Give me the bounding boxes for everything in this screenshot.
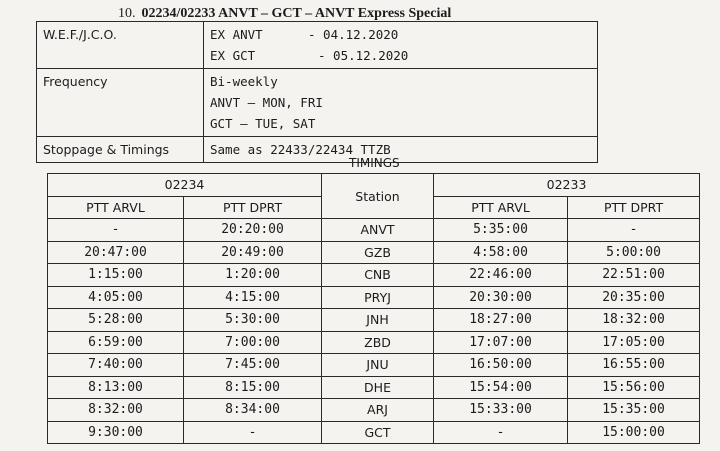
frequency-label: Frequency	[37, 69, 204, 137]
heading-title: 02234/02233 ANVT – GCT – ANVT Express Special	[141, 6, 452, 21]
frequency-value	[204, 69, 598, 137]
document-heading	[118, 6, 451, 22]
left-departure-time: 7:00:00	[184, 331, 322, 354]
station-name: DHE	[322, 376, 434, 399]
station-name: ANVT	[322, 219, 434, 242]
left-departure-time: 20:49:00	[184, 241, 322, 264]
table-row	[48, 354, 700, 377]
wef-label: W.E.F./J.C.O.	[37, 22, 204, 69]
left-arrival-time: 7:40:00	[48, 354, 184, 377]
heading-number: 10.	[118, 6, 136, 21]
station-name: CNB	[322, 264, 434, 287]
right-arrival-time: 5:35:00	[434, 219, 568, 242]
table-row	[48, 421, 700, 444]
frequency-line: GCT – TUE, SAT	[210, 116, 316, 131]
table-row	[48, 286, 700, 309]
left-departure-time: 4:15:00	[184, 286, 322, 309]
table-row	[48, 264, 700, 287]
right-arrival-header: PTT ARVL	[434, 196, 568, 219]
left-arrival-time: 8:32:00	[48, 399, 184, 422]
right-arrival-time: 18:27:00	[434, 309, 568, 332]
right-departure-time: 20:35:00	[568, 286, 700, 309]
station-name: JNU	[322, 354, 434, 377]
table-row	[48, 376, 700, 399]
left-departure-time: 5:30:00	[184, 309, 322, 332]
right-departure-header: PTT DPRT	[568, 196, 700, 219]
left-arrival-time: 9:30:00	[48, 421, 184, 444]
left-departure-time: 1:20:00	[184, 264, 322, 287]
left-arrival-time: 6:59:00	[48, 331, 184, 354]
left-departure-time: 7:45:00	[184, 354, 322, 377]
frequency-row	[37, 69, 598, 137]
table-row	[48, 331, 700, 354]
right-arrival-time: 22:46:00	[434, 264, 568, 287]
station-header: Station	[322, 174, 434, 219]
left-arrival-time: -	[48, 219, 184, 242]
table-row	[48, 399, 700, 422]
wef-row	[37, 22, 598, 69]
left-arrival-header: PTT ARVL	[48, 196, 184, 219]
table-row	[48, 241, 700, 264]
right-arrival-time: -	[434, 421, 568, 444]
frequency-line: ANVT – MON, FRI	[210, 95, 323, 110]
left-departure-time: 8:34:00	[184, 399, 322, 422]
right-departure-time: 17:05:00	[568, 331, 700, 354]
station-name: ARJ	[322, 399, 434, 422]
left-arrival-time: 1:15:00	[48, 264, 184, 287]
left-train-number: 02234	[48, 174, 322, 197]
left-departure-time: 8:15:00	[184, 376, 322, 399]
right-departure-time: 22:51:00	[568, 264, 700, 287]
right-departure-time: 18:32:00	[568, 309, 700, 332]
stoppage-row	[37, 137, 598, 163]
stoppage-value: Same as 22433/22434 TTZB	[204, 137, 598, 163]
right-arrival-time: 16:50:00	[434, 354, 568, 377]
timings-body	[48, 219, 700, 444]
right-arrival-time: 4:58:00	[434, 241, 568, 264]
right-departure-time: 16:55:00	[568, 354, 700, 377]
right-arrival-time: 15:33:00	[434, 399, 568, 422]
right-arrival-time: 17:07:00	[434, 331, 568, 354]
station-name: GZB	[322, 241, 434, 264]
table-row	[48, 219, 700, 242]
right-departure-time: 5:00:00	[568, 241, 700, 264]
timings-table	[47, 173, 700, 444]
stoppage-label: Stoppage & Timings	[37, 137, 204, 163]
frequency-line: Bi-weekly	[210, 74, 278, 89]
wef-value	[204, 22, 598, 69]
timings-title: TIMINGS	[349, 156, 400, 170]
table-row	[48, 309, 700, 332]
right-departure-time: 15:56:00	[568, 376, 700, 399]
left-departure-time: -	[184, 421, 322, 444]
right-arrival-time: 20:30:00	[434, 286, 568, 309]
left-departure-header: PTT DPRT	[184, 196, 322, 219]
station-name: GCT	[322, 421, 434, 444]
wef-line: EX GCT - 05.12.2020	[210, 48, 409, 63]
station-name: ZBD	[322, 331, 434, 354]
station-name: JNH	[322, 309, 434, 332]
train-info-table	[36, 21, 598, 163]
right-departure-time: 15:00:00	[568, 421, 700, 444]
left-arrival-time: 5:28:00	[48, 309, 184, 332]
left-arrival-time: 20:47:00	[48, 241, 184, 264]
right-train-number: 02233	[434, 174, 700, 197]
left-arrival-time: 8:13:00	[48, 376, 184, 399]
left-departure-time: 20:20:00	[184, 219, 322, 242]
train-header-row	[48, 174, 700, 197]
station-name: PRYJ	[322, 286, 434, 309]
right-departure-time: 15:35:00	[568, 399, 700, 422]
right-departure-time: -	[568, 219, 700, 242]
wef-line: EX ANVT - 04.12.2020	[210, 27, 399, 42]
left-arrival-time: 4:05:00	[48, 286, 184, 309]
right-arrival-time: 15:54:00	[434, 376, 568, 399]
